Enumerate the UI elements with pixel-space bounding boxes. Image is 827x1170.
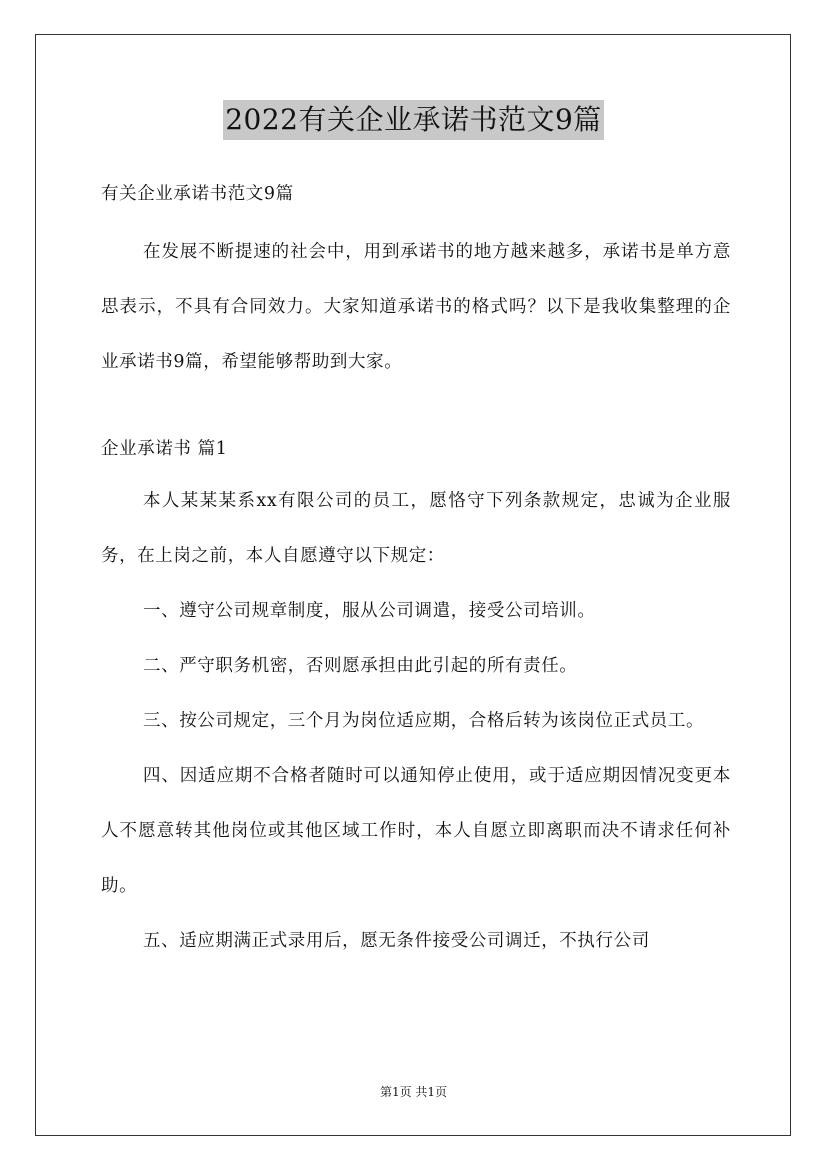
body-paragraph-1: 本人某某某系xx有限公司的员工，愿恪守下列条款规定，忠诚为企业服务，在上岗之前，本人自愿遵守以下规定： — [101, 491, 731, 566]
section-heading: 企业承诺书 篇1 — [101, 439, 228, 459]
page-footer: 第1页 共1页 — [379, 1085, 448, 1099]
body-paragraph-4: 三、按公司规定，三个月为岗位适应期，合格后转为该岗位正式员工。 — [143, 711, 705, 731]
body-paragraph-6: 五、适应期满正式录用后，愿无条件接受公司调迁，不执行公司 — [143, 931, 650, 951]
document-title: 2022有关企业承诺书范文9篇 — [223, 100, 604, 140]
intro-paragraph: 在发展不断提速的社会中，用到承诺书的地方越来越多，承诺书是单方意思表示，不具有合同效力。大家知道承诺书的格式吗？以下是我收集整理的企业承诺书9篇，希望能够帮助到大家。 — [101, 242, 731, 372]
document-subtitle: 有关企业承诺书范文9篇 — [101, 184, 294, 204]
body-paragraph-5: 四、因适应期不合格者随时可以通知停止使用，或于适应期因情况变更本人不愿意转其他岗位或其他区域工作时，本人自愿立即离职而决不请求任何补助。 — [101, 766, 731, 896]
body-paragraph-3: 二、严守职务机密，否则愿承担由此引起的所有责任。 — [143, 656, 578, 676]
title-container — [0, 100, 827, 140]
body-paragraph-2: 一、遵守公司规章制度，服从公司调遣，接受公司培训。 — [143, 601, 596, 621]
document-body — [101, 175, 731, 969]
